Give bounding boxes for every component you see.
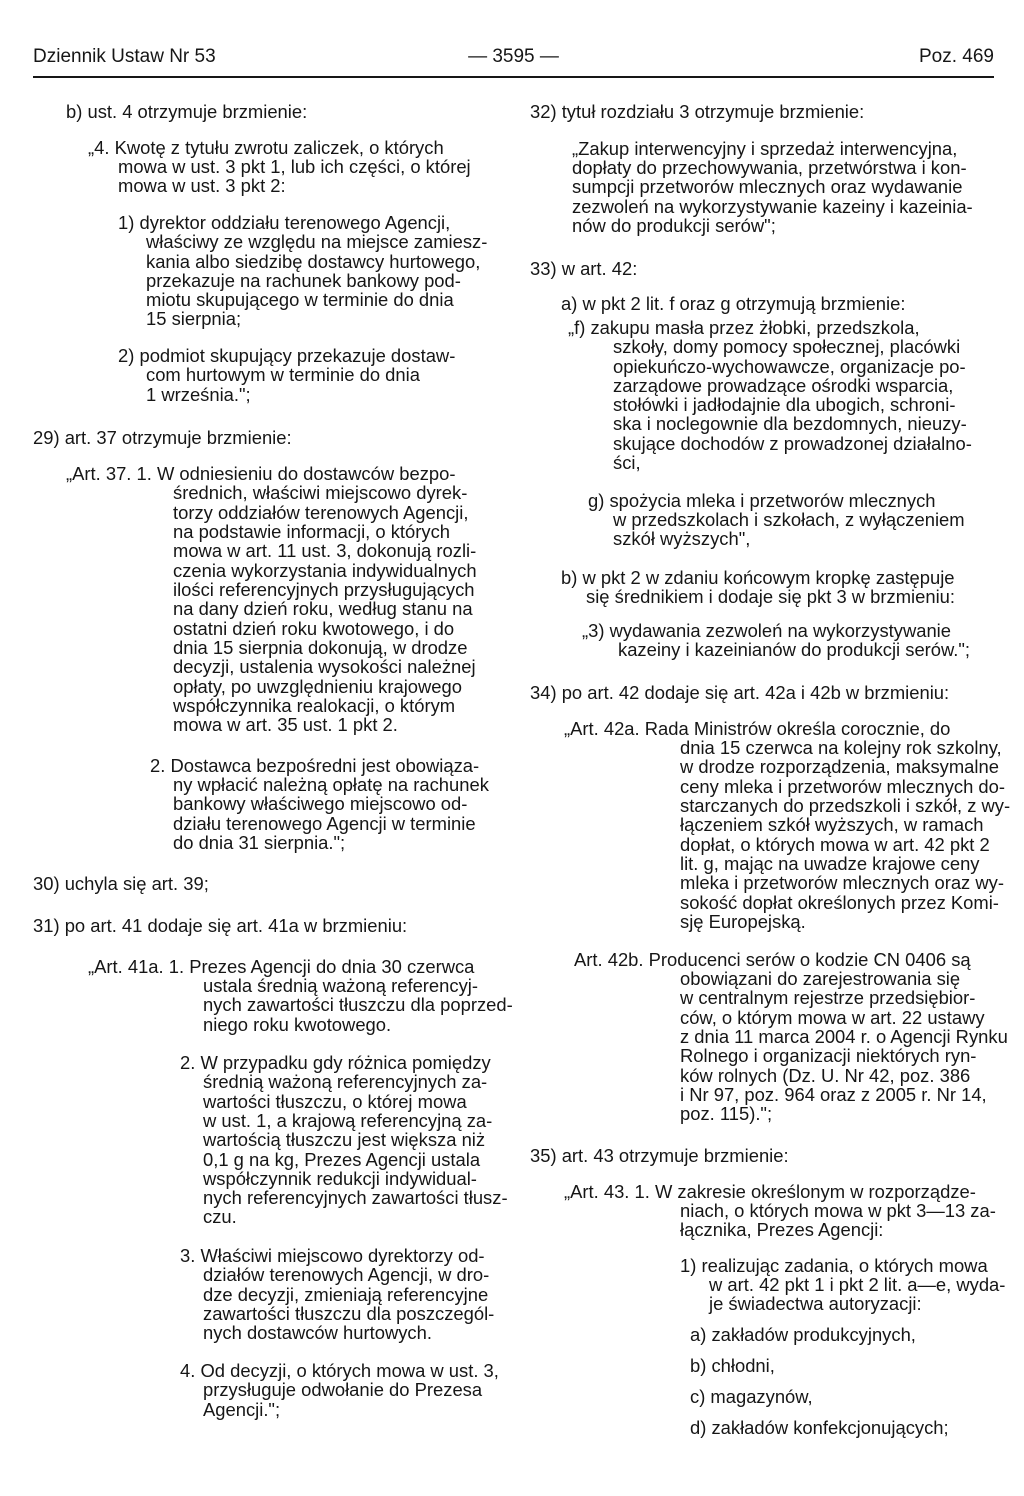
text-line: Rolnego i organizacji niektórych ryn- — [680, 1045, 977, 1066]
text-line: decyzji, ustalenia wysokości należnej — [173, 656, 476, 677]
text-line: 30) uchyla się art. 39; — [33, 873, 209, 894]
text-line: na podstawie informacji, o których — [173, 521, 451, 542]
text-line: b) chłodni, — [690, 1355, 775, 1376]
text-line: torzy oddziałów terenowych Agencji, — [173, 502, 469, 523]
text-line: 29) art. 37 otrzymuje brzmienie: — [33, 427, 292, 448]
text-line: skujące dochodów z prowadzonej działalno- — [613, 433, 972, 454]
text-line: mowa w art. 11 ust. 3, dokonują rozli- — [173, 540, 477, 561]
page-header — [33, 46, 994, 76]
text-line: 1 września."; — [146, 384, 251, 405]
text-line: 2. W przypadku gdy różnica pomiędzy — [180, 1052, 491, 1073]
text-line: obowiązani do zarejestrowania się — [680, 968, 961, 989]
text-line: poz. 115)."; — [680, 1103, 773, 1124]
text-line: w art. 42 pkt 1 i pkt 2 lit. a—e, wyda- — [709, 1274, 1006, 1295]
text-line: dze decyzji, zmieniają referencyjne — [203, 1284, 489, 1305]
text-line: kania albo siedzibę dostawcy hurtowego, — [146, 251, 481, 272]
text-line: sję Europejską. — [680, 911, 806, 932]
text-line: dnia 15 sierpnia dokonują, w drodze — [173, 637, 468, 658]
text-line: ści, — [613, 452, 641, 473]
text-line: sumpcji przetworów mlecznych oraz wydawanie — [572, 176, 963, 197]
text-line: Art. 42b. Producenci serów o kodzie CN 0406 są — [574, 949, 971, 970]
text-line: ska i noclegownie dla bezdomnych, nieuzy- — [613, 413, 967, 434]
text-line: Agencji."; — [203, 1399, 281, 1420]
page-number: — 3595 — — [468, 46, 559, 67]
text-line: dnia 15 czerwca na kolejny rok szkolny, — [680, 737, 1002, 758]
text-line: średnią ważoną referencyjnych za- — [203, 1071, 488, 1092]
text-line: 34) po art. 42 dodaje się art. 42a i 42b w brzmieniu: — [530, 682, 950, 703]
text-line: mleka i przetworów mlecznych oraz wy- — [680, 872, 1004, 893]
text-line: 2) podmiot skupujący przekazuje dostaw- — [118, 345, 456, 366]
text-line: współczynnika realokacji, o którym — [173, 695, 456, 716]
text-line: mowa w ust. 3 pkt 1, lub ich części, o której — [118, 156, 471, 177]
text-line: szkoły, domy pomocy społecznej, placówki — [613, 336, 961, 357]
text-line: ilości referencyjnych przysługujących — [173, 579, 475, 600]
text-line: 33) w art. 42: — [530, 258, 638, 279]
text-line: 32) tytuł rozdziału 3 otrzymuje brzmienie: — [530, 101, 865, 122]
text-line: nych dostawców hurtowych. — [203, 1322, 432, 1343]
text-line: „Art. 42a. Rada Ministrów określa corocznie, do — [564, 718, 951, 739]
text-line: na dany dzień roku, według stanu na — [173, 598, 473, 619]
text-line: c) magazynów, — [690, 1386, 813, 1407]
text-line: stołówki i jadłodajnie dla ubogich, schroni- — [613, 394, 956, 415]
position-number: Poz. 469 — [919, 46, 994, 67]
text-line: com hurtowym w terminie do dnia — [146, 364, 420, 385]
text-line: łączeniem szkół wyższych, w ramach — [680, 814, 984, 835]
text-line: nych referencyjnych zawartości tłusz- — [203, 1187, 508, 1208]
text-line: działu terenowego Agencji w terminie — [173, 813, 476, 834]
text-line: a) w pkt 2 lit. f oraz g otrzymują brzmienie: — [561, 293, 906, 314]
text-line: z dnia 11 marca 2004 r. o Agencji Rynku — [680, 1026, 1008, 1047]
text-line: 31) po art. 41 dodaje się art. 41a w brzmieniu: — [33, 915, 408, 936]
text-line: ków rolnych (Dz. U. Nr 42, poz. 386 — [680, 1065, 971, 1086]
header-rule — [33, 76, 994, 78]
text-line: 0,1 g na kg, Prezes Agencji ustala — [203, 1149, 481, 1170]
text-line: w drodze rozporządzenia, maksymalne — [680, 756, 999, 777]
text-line: 1) realizując zadania, o których mowa — [680, 1255, 988, 1276]
text-line: 1) dyrektor oddziału terenowego Agencji, — [118, 212, 451, 233]
text-line: kazeiny i kazeinianów do produkcji serów."; — [618, 639, 971, 660]
text-line: zarządowe prowadzące ośrodki wsparcia, — [613, 375, 954, 396]
text-line: d) zakładów konfekcjonujących; — [690, 1417, 949, 1438]
text-line: je świadectwa autoryzacji: — [709, 1293, 922, 1314]
text-line: „4. Kwotę z tytułu zwrotu zaliczek, o których — [88, 137, 444, 158]
text-line: w centralnym rejestrze przedsiębior- — [680, 987, 976, 1008]
text-line: „f) zakupu masła przez żłobki, przedszkola, — [568, 317, 920, 338]
text-line: bankowy właściwego miejscowo od- — [173, 793, 468, 814]
text-line: „Art. 37. 1. W odniesieniu do dostawców bezpo- — [66, 463, 456, 484]
text-line: g) spożycia mleka i przetworów mlecznych — [588, 490, 936, 511]
text-line: lit. g, mając na uwadze krajowe ceny — [680, 853, 980, 874]
text-line: zawartości tłuszczu dla poszczegól- — [203, 1303, 495, 1324]
text-line: niego roku kwotowego. — [203, 1014, 392, 1035]
text-line: czenia wykorzystania indywidualnych — [173, 560, 477, 581]
text-line: średnich, właściwi miejscowo dyrek- — [173, 482, 468, 503]
text-line: 2. Dostawca bezpośredni jest obowiąza- — [150, 755, 480, 776]
text-line: b) ust. 4 otrzymuje brzmienie: — [66, 101, 308, 122]
text-line: do dnia 31 sierpnia."; — [173, 832, 346, 853]
text-line: wartości tłuszczu, o której mowa — [203, 1091, 467, 1112]
text-line: nych zawartości tłuszczu dla poprzed- — [203, 994, 513, 1015]
text-line: przysługuje odwołanie do Prezesa — [203, 1379, 483, 1400]
text-line: 15 sierpnia; — [146, 308, 242, 329]
text-line: a) zakładów produkcyjnych, — [690, 1324, 916, 1345]
text-line: zezwoleń na wykorzystywanie kazeiny i kazeinia- — [572, 196, 973, 217]
text-line: łącznika, Prezes Agencji: — [680, 1219, 884, 1240]
text-line: niach, o których mowa w pkt 3—13 za- — [680, 1200, 996, 1221]
text-line: 4. Od decyzji, o których mowa w ust. 3, — [180, 1360, 499, 1381]
text-line: 35) art. 43 otrzymuje brzmienie: — [530, 1145, 789, 1166]
text-line: „Art. 41a. 1. Prezes Agencji do dnia 30 czerwca — [88, 956, 475, 977]
text-line: nów do produkcji serów"; — [572, 215, 776, 236]
text-line: opiekuńczo-wychowawcze, organizacje po- — [613, 356, 966, 377]
text-line: współczynnik redukcji indywidual- — [203, 1168, 477, 1189]
text-line: mowa w art. 35 ust. 1 pkt 2. — [173, 714, 398, 735]
text-line: szkół wyższych", — [613, 528, 751, 549]
text-line: w przedszkolach i szkołach, z wyłączeniem — [613, 509, 965, 530]
text-line: 3. Właściwi miejscowo dyrektorzy od- — [180, 1245, 485, 1266]
text-line: ustala średnią ważoną referencyj- — [203, 975, 478, 996]
text-line: starczanych do przedszkoli i szkół, z wy- — [680, 795, 1011, 816]
text-line: właściwy ze względu na miejsce zamiesz- — [146, 231, 488, 252]
text-line: „3) wydawania zezwoleń na wykorzystywanie — [582, 620, 951, 641]
text-line: „Art. 43. 1. W zakresie określonym w rozporządze- — [564, 1181, 976, 1202]
journal-title: Dziennik Ustaw Nr 53 — [33, 46, 216, 67]
text-line: opłaty, po uwzględnieniu krajowego — [173, 676, 462, 697]
text-line: ny wpłacić należną opłatę na rachunek — [173, 774, 489, 795]
text-line: w ust. 1, a krajową referencyjną za- — [203, 1110, 493, 1131]
text-line: działów terenowych Agencji, w dro- — [203, 1264, 490, 1285]
text-line: ostatni dzień roku kwotowego, i do — [173, 618, 455, 639]
text-line: dopłaty do przechowywania, przetwórstwa i kon- — [572, 157, 967, 178]
text-line: ceny mleka i przetworów mlecznych do- — [680, 776, 1006, 797]
text-line: dopłat, o których mowa w art. 42 pkt 2 — [680, 834, 990, 855]
text-line: miotu skupującego w terminie do dnia — [146, 289, 454, 310]
text-line: czu. — [203, 1206, 237, 1227]
text-line: i Nr 97, poz. 964 oraz z 2005 r. Nr 14, — [680, 1084, 987, 1105]
text-line: sokość dopłat określonych przez Komi- — [680, 892, 999, 913]
text-line: się średnikiem i dodaje się pkt 3 w brzmieniu: — [586, 586, 955, 607]
text-line: „Zakup interwencyjny i sprzedaż interwencyjna, — [572, 138, 958, 159]
text-line: wartością tłuszczu jest większa niż — [203, 1129, 486, 1150]
text-line: mowa w ust. 3 pkt 2: — [118, 175, 286, 196]
text-line: przekazuje na rachunek bankowy pod- — [146, 270, 461, 291]
text-line: ców, o którym mowa w art. 22 ustawy — [680, 1007, 985, 1028]
text-line: b) w pkt 2 w zdaniu końcowym kropkę zastępuje — [561, 567, 955, 588]
